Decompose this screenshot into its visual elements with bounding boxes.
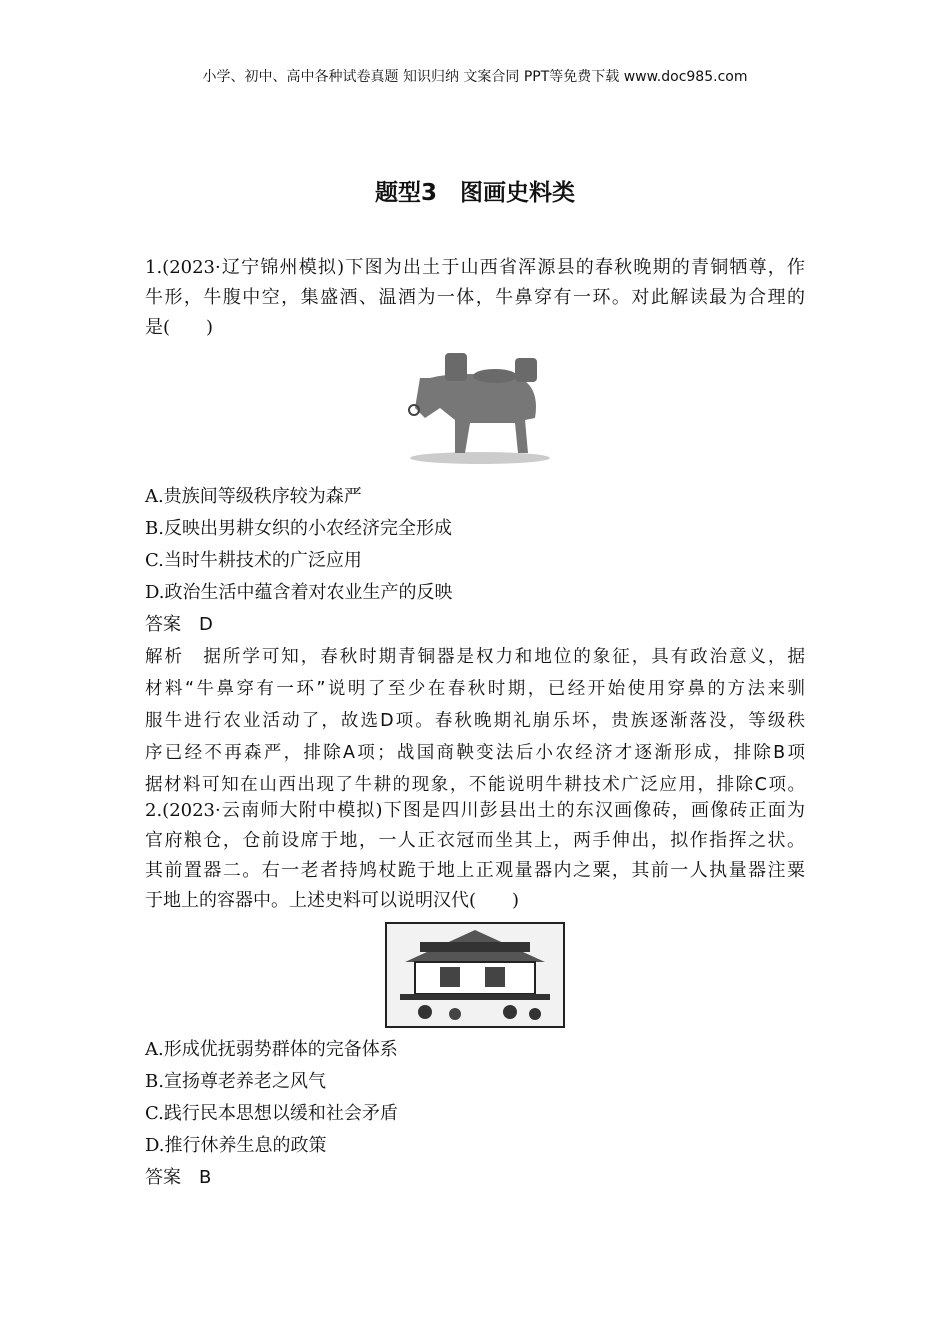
q1-analysis-line: 服牛进行农业活动了，故选D项。春秋晚期礼崩乐坏，贵族逐渐落没，等级秩 <box>145 711 805 731</box>
q2-option-b: B.宣扬尊老养老之风气 <box>145 1071 326 1092</box>
q2-option-c: C.践行民本思想以缓和社会矛盾 <box>145 1103 398 1124</box>
q2-option-d: D.推行休养生息的政策 <box>145 1135 327 1156</box>
q2-line: 2.(2023·云南师大附中模拟)下图是四川彭县出土的东汉画像砖，画像砖正面为 <box>145 800 805 821</box>
q1-option-d: D.政治生活中蕴含着对农业生产的反映 <box>145 582 453 603</box>
q2-line: 于地上的容器中。上述史料可以说明汉代( ) <box>145 890 520 911</box>
q1-analysis-line: 解析 据所学可知，春秋时期青铜器是权力和地位的象征，具有政治意义，据 <box>145 647 805 667</box>
q2-answer: 答案 B <box>145 1167 212 1188</box>
q1-line: 是( ) <box>145 317 214 338</box>
q1-line: 1.(2023·辽宁锦州模拟)下图为出土于山西省浑源县的春秋晚期的青铜牺尊，作 <box>145 257 805 278</box>
q1-answer: 答案 D <box>145 614 213 635</box>
page-header: 小学、初中、高中各种试卷真题 知识归纳 文案合同 PPT等免费下载 www.doc985.com <box>202 69 748 85</box>
q1-analysis-line: 材料“牛鼻穿有一环”说明了至少在春秋时期，已经开始使用穿鼻的方法来驯 <box>145 679 805 699</box>
q2-line: 其前置器二。右一老者持鸠杖跪于地上正观量器内之粟，其前一人执量器注粟 <box>145 860 805 881</box>
han-brick-relief-image <box>385 922 565 1028</box>
bronze-ox-vessel-image <box>400 348 555 466</box>
q2-option-a: A.形成优抚弱势群体的完备体系 <box>145 1039 398 1060</box>
q1-option-a: A.贵族间等级秩序较为森严 <box>145 486 362 507</box>
q1-line: 牛形，牛腹中空，集盛酒、温酒为一体，牛鼻穿有一环。对此解读最为合理的 <box>145 287 805 308</box>
q1-option-c: C.当时牛耕技术的广泛应用 <box>145 550 362 571</box>
q1-analysis-line: 序已经不再森严，排除A项；战国商鞅变法后小农经济才逐渐形成，排除B项 <box>145 743 805 763</box>
q2-line: 官府粮仓，仓前设席于地，一人正衣冠而坐其上，两手伸出，拟作指挥之状。 <box>145 830 805 851</box>
q1-option-b: B.反映出男耕女织的小农经济完全形成 <box>145 518 452 539</box>
page-title: 题型3 图画史料类 <box>374 180 575 206</box>
q1-analysis-line: 据材料可知在山西出现了牛耕的现象，不能说明牛耕技术广泛应用，排除C项。 <box>145 775 805 795</box>
